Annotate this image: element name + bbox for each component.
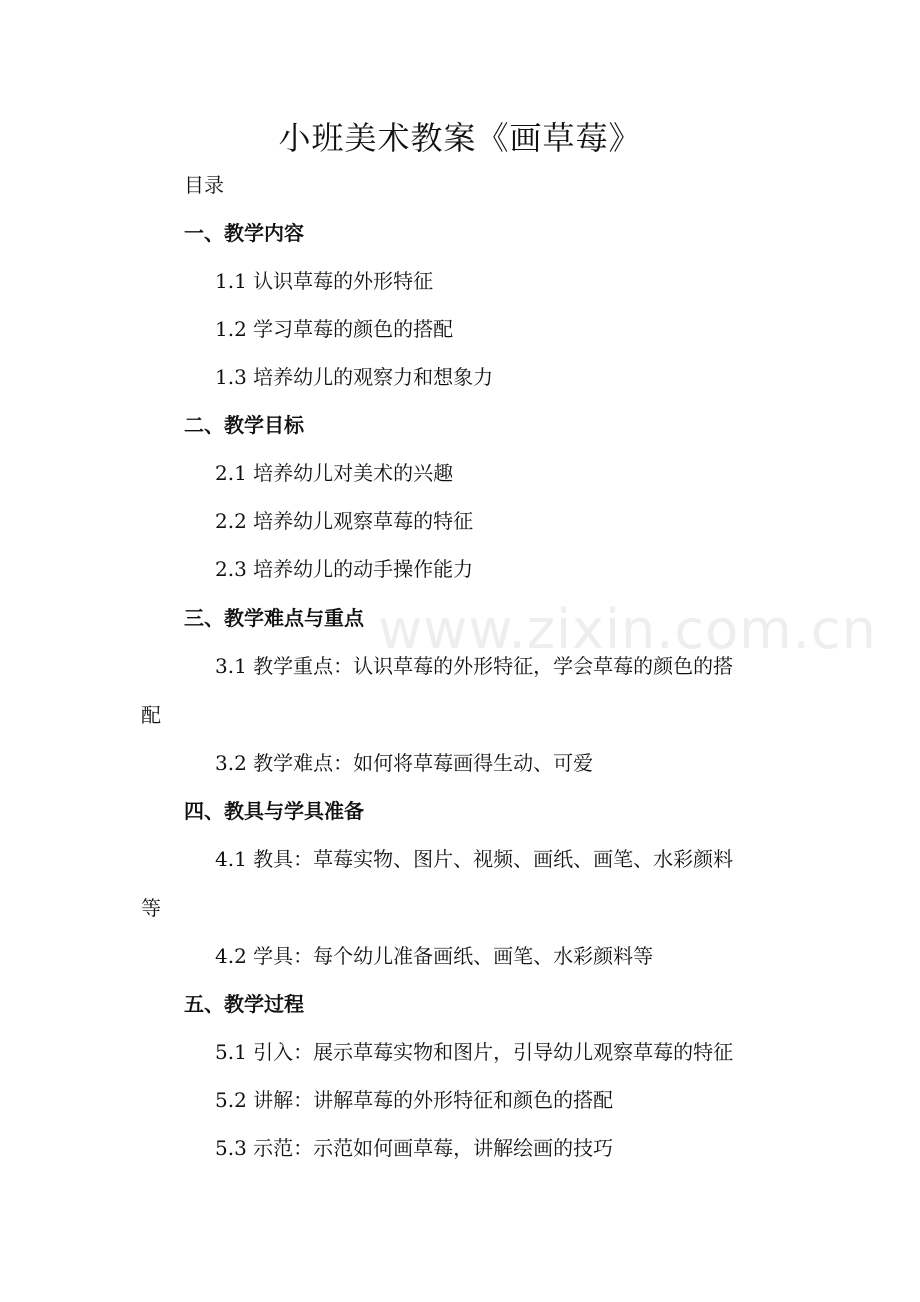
section-item-3-2: 3.2 教学难点：如何将草莓画得生动、可爱 <box>215 751 594 775</box>
section-item-5-2: 5.2 讲解：讲解草莓的外形特征和颜色的搭配 <box>215 1088 614 1112</box>
section-heading-4: 四、教具与学具准备 <box>184 799 364 823</box>
section-item-2-1: 2.1 培养幼儿对美术的兴趣 <box>215 461 454 485</box>
section-heading-5: 五、教学过程 <box>184 992 304 1016</box>
toc-heading: 目录 <box>184 173 224 197</box>
section-item-5-3: 5.3 示范：示范如何画草莓，讲解绘画的技巧 <box>215 1136 614 1160</box>
section-item-4-2: 4.2 学具：每个幼儿准备画纸、画笔、水彩颜料等 <box>215 944 654 968</box>
section-item-1-1: 1.1 认识草莓的外形特征 <box>215 269 434 293</box>
document-title: 小班美术教案《画草莓》 <box>278 119 642 157</box>
section-item-4-1-continued: 等 <box>141 896 161 920</box>
section-item-1-2: 1.2 学习草莓的颜色的搭配 <box>215 317 454 341</box>
section-item-3-1-continued: 配 <box>141 703 161 727</box>
section-item-4-1: 4.1 教具：草莓实物、图片、视频、画纸、画笔、水彩颜料 <box>215 847 734 871</box>
section-item-2-2: 2.2 培养幼儿观察草莓的特征 <box>215 509 474 533</box>
watermark: www.zixin.com.cn <box>378 598 877 661</box>
section-item-2-3: 2.3 培养幼儿的动手操作能力 <box>215 557 474 581</box>
section-item-5-1: 5.1 引入：展示草莓实物和图片，引导幼儿观察草莓的特征 <box>215 1040 734 1064</box>
section-item-3-1: 3.1 教学重点：认识草莓的外形特征，学会草莓的颜色的搭 <box>215 654 734 678</box>
section-heading-3: 三、教学难点与重点 <box>184 606 364 630</box>
section-heading-2: 二、教学目标 <box>184 413 304 437</box>
section-item-1-3: 1.3 培养幼儿的观察力和想象力 <box>215 365 494 389</box>
section-heading-1: 一、教学内容 <box>184 221 304 245</box>
